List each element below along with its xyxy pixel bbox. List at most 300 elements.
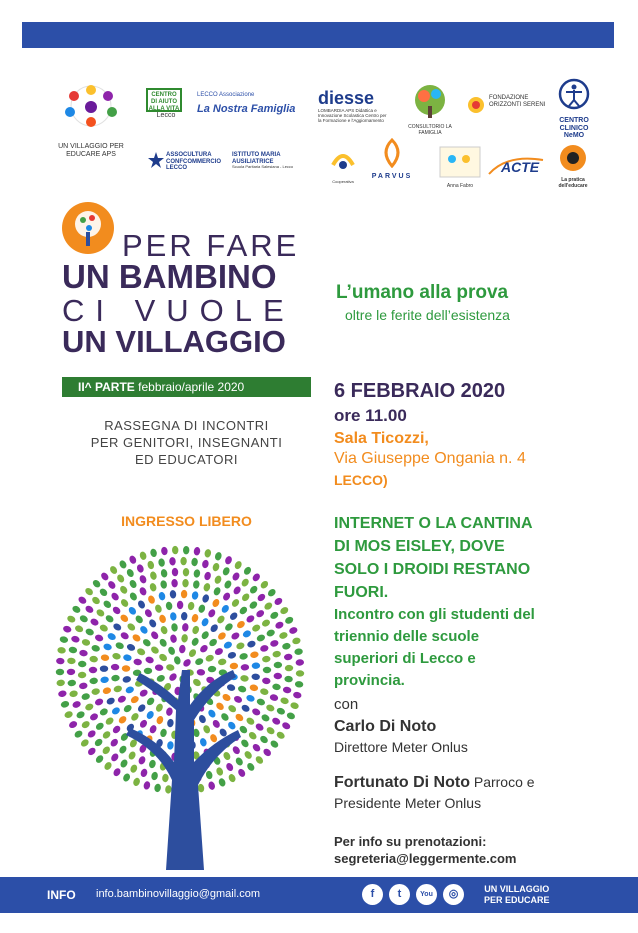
tree-hand [203,582,212,592]
tree-hand [183,546,190,555]
tree-hand [106,696,116,705]
tree-hand [254,755,264,766]
tree-hand [145,656,155,665]
logo-fondazione [466,95,548,115]
logo-aibi [550,143,596,189]
tree-hand [231,745,241,756]
tree-hand [165,707,173,717]
nemo-figure-icon [551,78,597,112]
logo-consultorio [406,82,454,136]
tree-hand [107,580,117,591]
tree-hand [112,767,122,777]
lnf-prefix: LECCO Associazione [197,92,255,98]
tree-hand [187,601,195,610]
tree-hand [155,664,164,671]
tree-hand [227,704,238,714]
aibi-circle-icon [550,143,596,173]
tree-hand [118,744,128,755]
tree-hand [223,579,233,589]
tree-hand [137,599,147,609]
tree-hand [183,568,190,577]
ima-name: ISTITUTO MARIA AUSILIATRICE [232,152,281,165]
tree-hand [172,568,179,577]
tree-hand [269,739,280,749]
tree-hand [145,696,155,707]
tree-hand [225,762,235,772]
speaker-1-name: Carlo Di Noto [334,718,437,735]
tree-hand [150,548,158,558]
tree-hand [251,662,260,669]
tree-hand [111,724,121,734]
tree-hand [294,648,303,656]
tree-hand [284,676,293,683]
booking-label: Per info su prenotazioni: [334,834,487,849]
part-label: II^ PARTE [78,380,135,394]
speaker-2-role-1: Parroco e [469,774,535,790]
tree-hand [70,635,80,643]
tree-hand [161,546,169,555]
tree-hand [269,639,279,647]
tree-hand [221,693,231,703]
tree-hand [102,686,112,694]
tree-hand [207,781,215,791]
tree-hand [242,566,252,577]
tree-hand [115,641,125,650]
tree-hand [202,724,211,734]
tree-hand [155,702,165,712]
tree-hand [98,587,108,597]
tree-hand [273,673,282,680]
consultorio-text: CONSULTORIO LA FAMIGLIA [408,124,452,136]
tree-hand [84,604,95,614]
tree-hand [234,712,245,722]
headline: L’umano alla prova [336,282,509,303]
tree-hand [217,658,226,666]
tree-hand [170,612,178,621]
tree-hand [226,683,236,692]
tree-hand [204,548,212,558]
tree-hand [59,635,69,643]
parvus-flame-icon [364,138,420,168]
tree-hand [211,598,221,608]
tree-hand [238,605,248,615]
tree-hand [169,634,177,644]
tree-hand [138,688,149,698]
tree-hand [208,666,217,673]
tree-hand [181,612,188,621]
tree-hand [276,707,286,716]
tree-hand [237,768,247,778]
tree-hand [263,601,274,611]
tree-hand [280,697,290,705]
tree-hand [201,593,210,603]
fondazione-text: FONDAZIONE ORIZZONTI SERENI [489,95,546,108]
tree-hand [200,617,210,627]
incontro-line: triennio delle scuole [334,628,480,645]
tree-hand [262,747,273,757]
tree-hand [128,591,138,602]
tree-hand [130,712,140,723]
tree-hand [159,728,167,738]
tree-hand [103,643,113,652]
tree-hand [109,565,119,576]
tree-hand [160,569,168,578]
tree-hand [222,751,232,761]
tree-hand [104,614,115,624]
tree-hand [205,770,213,780]
speaker-1-role: Direttore Meter Onlus [334,739,468,755]
ima-sub: Scuola Paritaria Salesiana - Lecco [232,164,294,170]
tree-hand [288,626,298,635]
tree-hand [94,634,104,643]
twitter-icon[interactable]: t [389,884,410,905]
tree-hand [278,631,288,640]
tree-hand [78,661,87,668]
tree-hand [69,690,79,698]
tree-hand [272,683,281,691]
logo-centro-aiuto-vita [146,88,186,120]
tree-hand [126,622,137,632]
tree-hand [181,634,189,643]
tree-hand [212,586,221,596]
tree-hand [87,746,98,756]
tree-hand [58,690,68,698]
tree-hand [149,571,157,581]
booking-info [334,833,516,867]
footer-email[interactable]: info.bambinovillaggio@gmail.com [96,888,261,900]
tree-hand [197,604,206,614]
tree-hand [260,713,270,723]
tree-hand [193,569,201,578]
tree-hand [191,625,200,635]
tree-hand [85,627,95,636]
tree-hand [193,547,201,556]
event-date: 6 FEBBRAIO 2020 [334,380,506,402]
footer-info-label: INFO [47,888,76,902]
tree-hand [117,694,127,704]
tree-hand [101,745,111,756]
tree-hand [118,559,128,569]
tree-hand [158,558,166,567]
footer-brand-line-2: PER EDUCARE [484,895,550,905]
speaker-2-name: Fortunato Di Noto [334,774,470,791]
tree-hand [179,645,186,654]
tree-hand [100,666,108,672]
tree-hand [145,710,155,721]
footer-brand-line-1: UN VILLAGGIO [484,884,550,894]
tree-hand [267,588,278,598]
tree-hand [165,663,175,671]
tree-hand [173,655,181,665]
tree-hand [122,675,131,683]
tree-hand [91,578,101,588]
tree-hand [262,677,271,684]
tree-hand [119,758,129,768]
title-line-2: UN BAMBINO [62,258,277,295]
booking-email[interactable]: segreteria@leggermente.com [334,851,517,866]
tree-hand [89,617,99,627]
tree-hand [207,708,217,719]
tree-hand [251,572,261,583]
tree-hand [80,720,90,730]
incontro-description [334,604,614,692]
tree-hand [107,632,117,641]
logo-parvus [364,138,420,181]
logo-assocultura [148,152,228,172]
tree-hand [94,697,104,706]
tree-hand [130,695,141,705]
event-city: LECCO) [334,472,388,488]
tree-hand [215,766,224,776]
tree-hand [256,633,266,642]
tree-hand [182,579,189,588]
tree-hand [147,560,155,570]
tree-hand [246,640,256,649]
tree-hand [240,738,250,749]
tree-hand [142,638,153,648]
acte-text: ACTE [501,159,540,175]
instagram-icon[interactable]: ◎ [443,884,464,905]
tree-hand [137,755,146,765]
tree-hand [89,655,98,662]
tree-hand [89,667,97,673]
tree-hand [111,605,122,615]
tree-hand [240,675,249,682]
tree-hand [245,716,256,726]
tree-hand [198,714,207,724]
tree-hand [162,773,169,782]
tree-hand [296,670,305,677]
tree-hand [240,577,250,588]
part-period: febbraio/aprile 2020 [134,380,245,394]
tree-hand [148,618,158,628]
tree-hand [143,781,151,791]
tree-hand [220,604,230,615]
title-line-1: PER FARE [122,228,300,263]
tree-hand [109,737,119,748]
tree-hand [251,623,261,633]
tree-hand [101,730,112,740]
tree-hand [148,759,156,769]
assocultura-text: ASSOCULTURA CONFCOMMERCIO LECCO [166,152,221,172]
tree-hand [160,580,168,589]
subheadline: oltre le ferite dell’esistenza [345,307,510,323]
tree-hand [199,737,208,747]
event-address: Via Giuseppe Ongania n. 4 [334,450,526,467]
tree-hand [139,625,149,636]
tree-hand [144,668,153,675]
tree-hand [165,601,173,610]
tree-hand [212,562,221,572]
facebook-icon[interactable]: f [362,884,383,905]
tree-hand [293,691,303,699]
tree-hand [171,579,178,588]
tree-hand [71,605,81,615]
tree-hand [127,606,137,617]
tree-hand [91,644,101,652]
tree-hand [133,658,142,666]
tree-hand [207,608,217,618]
tree-hand [123,654,133,662]
event-venue: Sala Ticozzi, [334,430,429,447]
tree-hand [125,685,135,694]
cooperativa-text: Cooperativa [332,179,354,184]
youtube-icon[interactable]: You [416,884,437,905]
tree-hand [116,573,126,584]
tree-hand [80,738,91,748]
tree-hand [217,631,228,641]
tree-hand [249,684,259,692]
tree-hand [209,733,219,743]
tree-hand [239,652,249,660]
part-banner [62,377,311,397]
tree-hand [56,679,65,686]
tree-hand [147,594,156,604]
tree-hand [100,676,109,684]
parvus-text: PARVUS [371,173,413,180]
tree-hand [155,715,164,725]
logo-acte [487,150,545,183]
tree-hand [62,625,72,634]
tree-hand [215,701,226,711]
tree-hand [111,706,122,716]
tree-hand [149,582,158,592]
tree-hand [243,750,253,761]
tree-hand [234,756,244,767]
tree-hand [77,595,88,605]
tree-hand [227,651,237,659]
logo-un-villaggio [52,82,130,158]
tree-hand [167,718,175,727]
rassegna-line: RASSEGNA DI INCONTRI [104,418,269,433]
tree-hand [284,616,294,625]
tree-hand [119,585,129,596]
tree-hand [95,608,106,618]
tree-hand [122,665,131,672]
tree-hand [68,646,77,654]
tree-hand [67,679,76,686]
tree-hand [75,710,85,719]
title-tree-badge-icon [62,202,114,254]
tree-hand [140,768,149,778]
tree-hand [229,662,238,669]
tree-hand [248,600,259,610]
tree-hand [113,685,123,694]
tree-hand [169,557,176,566]
tree-hand [79,649,88,657]
tree-hand [160,625,169,635]
tree-hand [117,715,128,725]
tree-hand [251,742,261,752]
tree-hand [67,657,76,664]
event-time: ore 11.00 [334,406,407,425]
cooperativa-hands-icon [328,145,358,175]
fondazione-sun-icon [466,95,486,115]
topic-line: FUORI. [334,584,389,601]
tree-hand [201,559,209,569]
tree-hand [245,694,255,703]
tree-hand [281,721,291,731]
tree-hand [72,700,82,709]
tree-hand [126,568,136,578]
tree-hand [79,614,89,624]
tree-hand [102,599,113,609]
tree-hand [222,591,232,602]
tree-hand [74,624,84,633]
tree-hand [256,592,267,602]
tree-hand [273,596,284,606]
tree-hand [177,601,183,609]
tree-hand [269,693,279,701]
tree-hand [272,650,281,658]
tree-hand [220,712,230,722]
tree-hand [231,571,241,581]
topic-line: INTERNET O LA CANTINA [334,515,533,532]
tree-hand [230,598,240,609]
tree-hand [191,557,198,566]
anna-fabro-text: Anna Fabro [446,183,474,189]
tree-hand [112,622,123,632]
tree-hand [259,734,270,744]
title-line-4: UN VILLAGGIO [62,324,286,359]
tree-hand [100,654,109,662]
tree-hand [111,674,120,682]
tree-hand [154,604,163,614]
tree-hand [128,555,137,565]
tree-hand [81,692,91,700]
lnf-name: La Nostra Famiglia [197,102,296,115]
tree-hand [104,716,115,726]
tree-hand [224,555,233,565]
tree-hand [136,563,145,573]
tree-hand [150,630,160,641]
tree-hand [131,633,142,643]
tree-hand [271,716,281,726]
nemo-text: CENTRO CLINICO NeMO [559,117,589,140]
tree-hand [274,662,283,669]
tree-hand [275,730,286,740]
topic-title [334,512,614,604]
tree-hand [265,703,275,712]
tree-hand [126,643,136,652]
tree-hand [251,673,260,680]
rassegna-line: ED EDUCATORI [134,452,239,467]
tree-hand [91,687,101,695]
diesse-sub: LOMBARDIA APS Didattica e Innovazione Scolastica Centro per la Formazione e l'Aggiornamento [318,108,387,123]
tree-hand [246,762,256,773]
tree-hand [158,638,168,649]
tree-hand [192,677,203,687]
tree-hand [165,785,172,794]
tree-hand [259,688,269,696]
tree-hand [251,707,261,717]
diesse-name: diesse [318,88,375,108]
tree-hand [230,631,241,641]
tree-hand [290,701,300,710]
tree-hand [129,764,138,774]
tree-hand [89,677,98,685]
cav-city: Lecco [156,112,176,119]
tree-hand [213,575,222,585]
tree-hand [242,629,252,639]
tree-hand [138,574,147,584]
tree-hand [158,652,169,662]
topic-line: DI MOS EISLEY, DOVE [334,538,505,555]
tree-hand [192,580,200,589]
tree-hand [274,621,284,630]
tree-hand [56,658,65,665]
tree-hand [156,674,166,683]
